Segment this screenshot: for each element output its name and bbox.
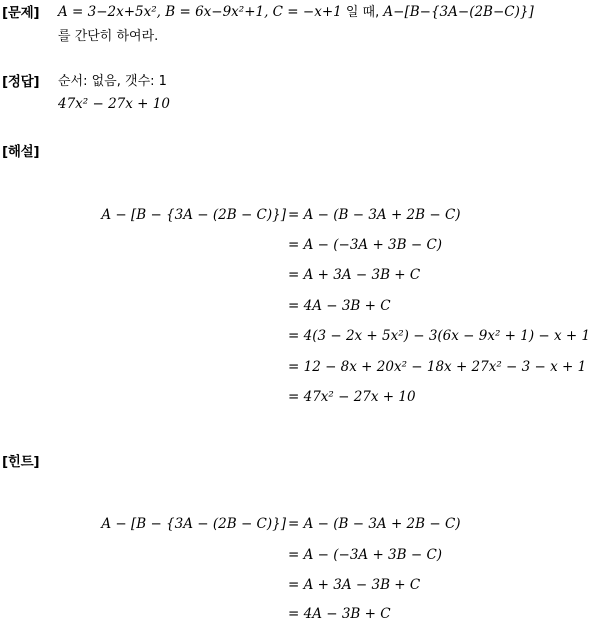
answer-expression: 47x² − 27x + 10	[58, 96, 170, 112]
problem-condition-text: 일 때,	[341, 5, 384, 20]
solution-step: = 4A − 3B + C	[288, 298, 391, 314]
solution-step: = A − (B − 3A + 2B − C)	[288, 207, 461, 223]
solution-step: = A + 3A − 3B + C	[288, 267, 421, 283]
problem-label: [문제]	[2, 5, 40, 21]
solution-lhs: A − [B − {3A − (2B − C)}]	[101, 207, 286, 223]
solution-step: = 12 − 8x + 20x² − 18x + 27x² − 3 − x + 1	[288, 359, 587, 375]
problem-statement-line-1	[58, 1, 534, 20]
problem-given-expressions: A = 3−2x+5x², B = 6x−9x²+1, C = −x+1	[58, 4, 342, 20]
hint-step: = A − (B − 3A + 2B − C)	[288, 516, 461, 532]
hint-lhs: A − [B − {3A − (2B − C)}]	[101, 516, 286, 532]
solution-step: = A − (−3A + 3B − C)	[288, 237, 443, 253]
hint-label: [힌트]	[2, 454, 40, 470]
problem-target-expression: A−[B−{3A−(2B−C)}]	[383, 4, 534, 20]
hint-step: = A + 3A − 3B + C	[288, 577, 421, 593]
hint-step: = 4A − 3B + C	[288, 606, 391, 622]
solution-step: = 47x² − 27x + 10	[288, 389, 416, 405]
answer-label: [정답]	[2, 74, 40, 90]
problem-statement-line-2: 를 간단히 하여라.	[58, 29, 159, 44]
answer-meta: 순서: 없음, 갯수: 1	[58, 74, 167, 89]
solution-label: [해설]	[2, 144, 40, 160]
hint-step: = A − (−3A + 3B − C)	[288, 547, 443, 563]
solution-step: = 4(3 − 2x + 5x²) − 3(6x − 9x² + 1) − x + 1	[288, 328, 591, 344]
